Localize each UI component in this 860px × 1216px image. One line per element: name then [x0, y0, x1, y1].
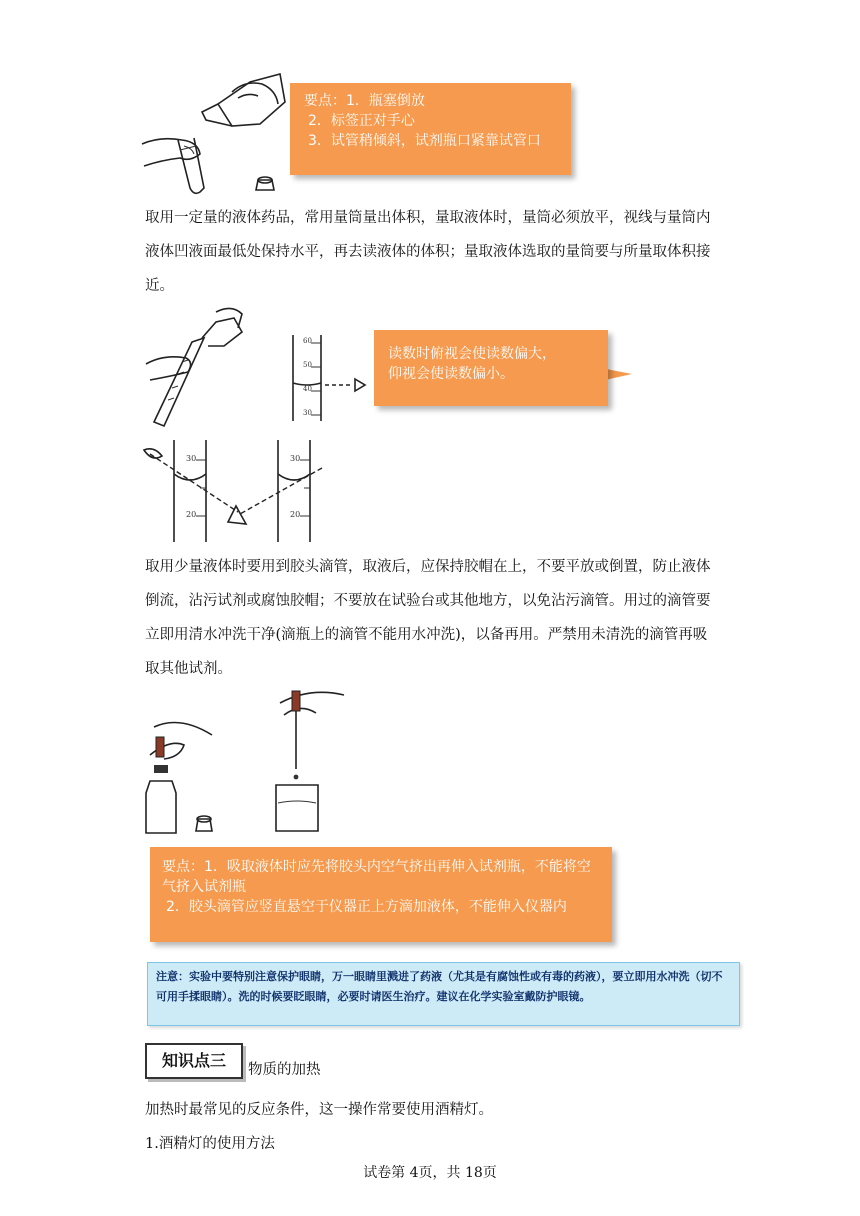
scale-label-60: 60 [303, 337, 312, 345]
reading-error-callout [374, 330, 608, 406]
paragraph-measuring-liquid: 取用一定量的液体药品，常用量筒量出体积，量取液体时，量筒必须放平，视线与量筒内液体凹液面最低处保持水平，再去读液体的体积；量取液体选取的量筒要与所量取体积接近。 [145, 210, 711, 294]
scale-label-30: 30 [303, 409, 312, 417]
dropper-point-1: 要点：1．吸取液体时应先将胶头内空气挤出再伸入试剂瓶，不能将空气挤入试剂瓶 [162, 859, 591, 895]
scale-label-40: 40 [303, 385, 312, 393]
key-point-line-1: 要点：1．瓶塞倒放 [304, 93, 425, 109]
section-title: 物质的加热 [248, 1062, 321, 1078]
key-points-box-1 [290, 83, 571, 175]
page-footer: 试卷第 4页，共 18页 [363, 1165, 497, 1181]
meniscus-scale-30-right: 30 [290, 454, 301, 463]
eye-icon [355, 379, 365, 391]
key-point-line-3: 3．试管稍倾斜，试剂瓶口紧靠试管口 [308, 133, 541, 149]
paragraph-heating: 加热时最常见的反应条件，这一操作常要使用酒精灯。 [145, 1102, 493, 1118]
subheading-alcohol-lamp: 1.酒精灯的使用方法 [145, 1136, 275, 1152]
callout-text: 读数时俯视会使读数偏大，仰视会使读数偏小。 [388, 346, 556, 382]
eye-safety-note: 注意：实验中要特别注意保护眼睛，万一眼睛里溅进了药液（尤其是有腐蚀性或有毒的药液），要立即用水冲洗（切不可用手揉眼睛）。洗的时候要眨眼睛，必要时请医生治疗。建议在化学实验室戴防护眼镜。 [147, 962, 740, 1026]
dropper-beaker-illustration [270, 685, 350, 835]
meniscus-scale-20-right: 20 [290, 510, 301, 519]
meniscus-angles-diagram [140, 440, 330, 545]
eye-looking-up-icon [228, 506, 246, 524]
key-points-box-2 [150, 847, 612, 942]
meniscus-scale-30-left: 30 [186, 454, 197, 463]
paragraph-dropper-usage: 取用少量液体时要用到胶头滴管，取液后，应保持胶帽在上，不要平放或倒置，防止液体倒流，沾污试剂或腐蚀胶帽；不要放在试验台或其他地方，以免沾污滴管。用过的滴管要立即用清水冲洗干净(滴瓶上的滴管不能用水冲洗)，以备再用。严禁用未清洗的滴管再吸取其他试剂。 [145, 559, 711, 677]
measuring-cylinder-illustration [142, 302, 252, 432]
dropper-bottle-illustration [140, 715, 220, 840]
dropper-point-2: 2．胶头滴管应竖直悬空于仪器正上方滴加液体，不能伸入仪器内 [166, 899, 567, 915]
key-point-line-2: 2．标签正对手心 [308, 113, 415, 129]
level-reading-diagram [285, 335, 375, 425]
meniscus-scale-20-left: 20 [186, 510, 197, 519]
section-tag: 知识点三 [145, 1043, 243, 1079]
pouring-illustration [140, 62, 290, 202]
scale-label-50: 50 [303, 361, 312, 369]
